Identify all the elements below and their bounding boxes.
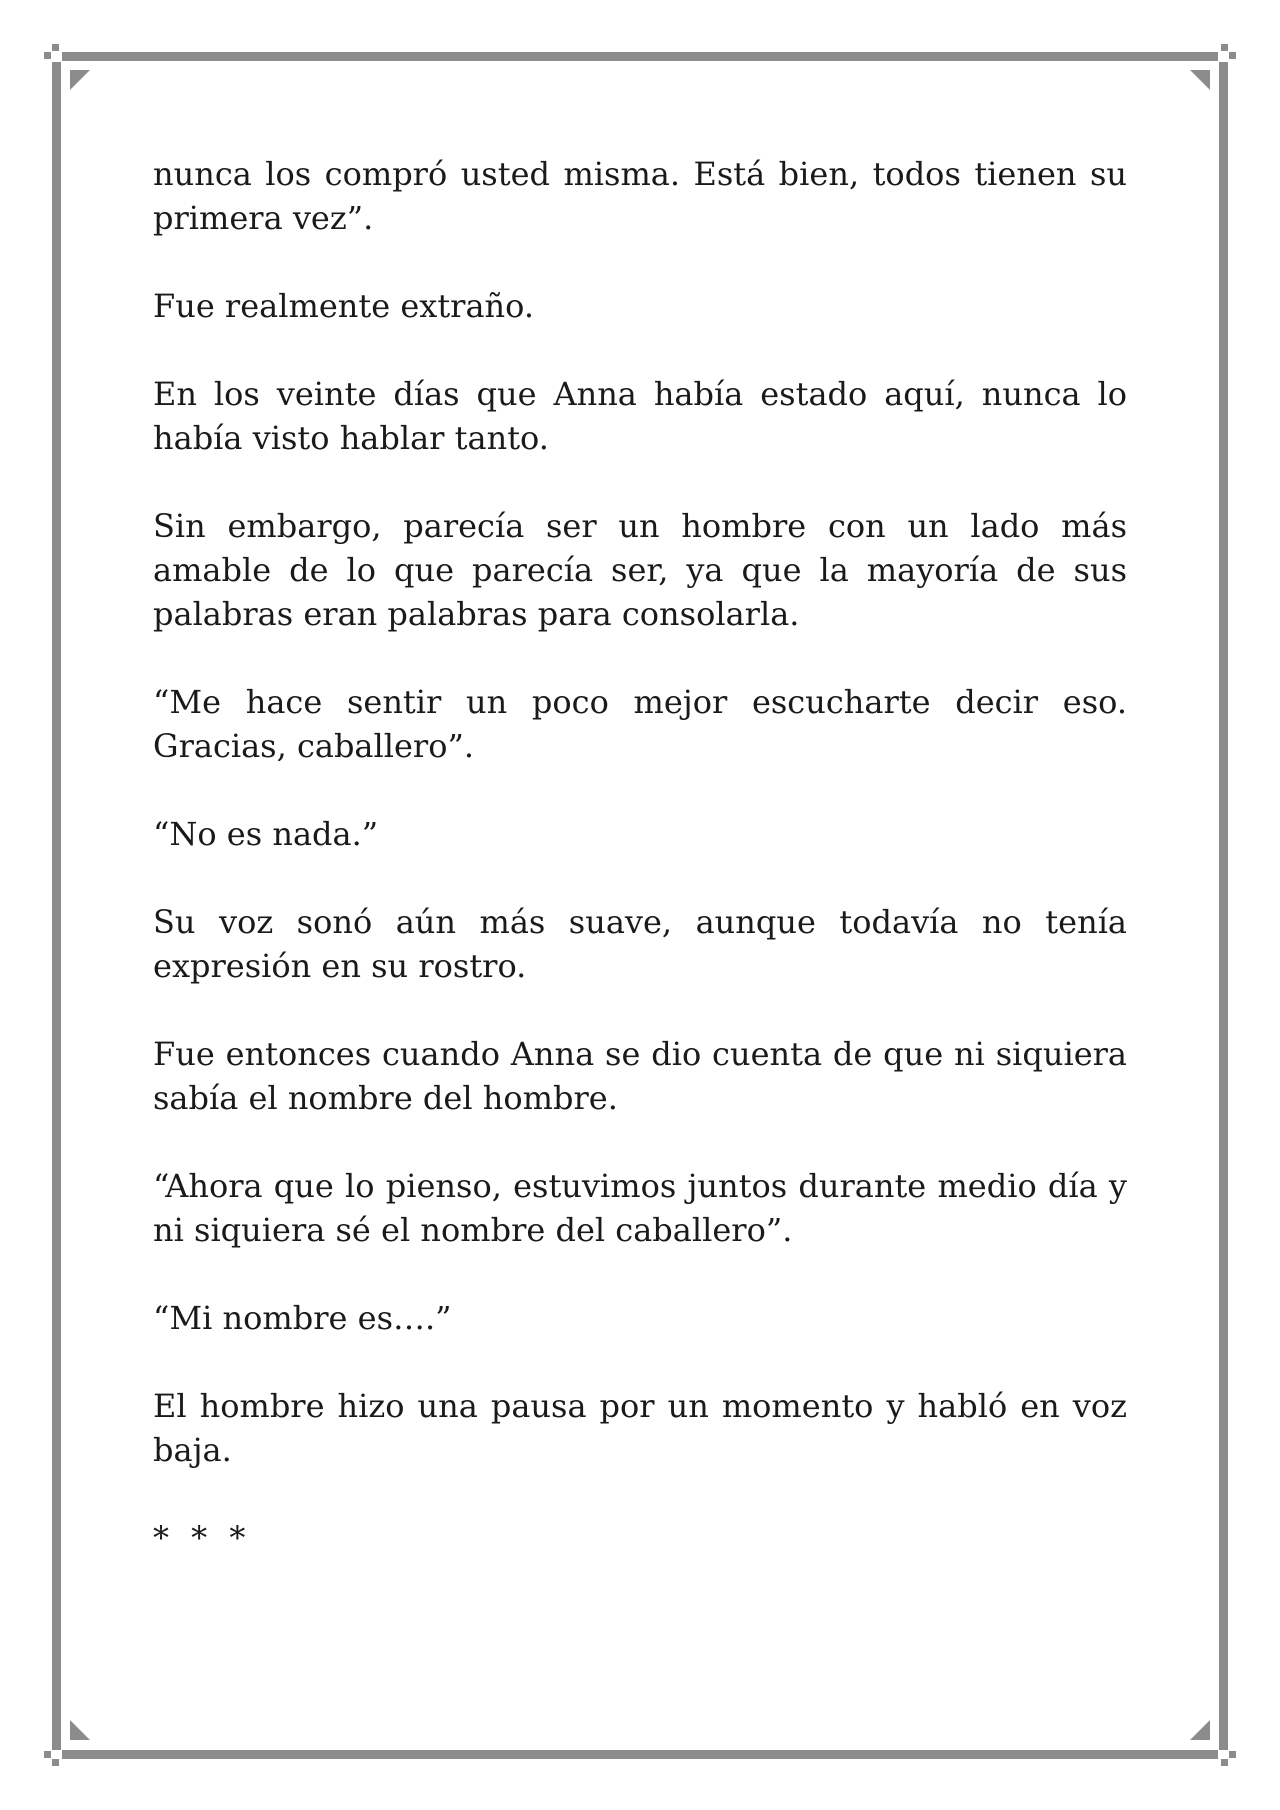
- frame-corner-ornament: [44, 52, 51, 59]
- paragraph: nunca los compró usted misma. Está bien, todos tienen su primera vez”.: [153, 155, 1127, 237]
- frame-corner-triangle: [1190, 1720, 1210, 1740]
- frame-corner-ornament: [44, 1751, 51, 1758]
- frame-corner-ornament: [1221, 1759, 1228, 1766]
- paragraph: Sin embargo, parecía ser un hombre con un lado más amable de lo que parecía ser, ya que la mayoría de sus palabras eran palabras para consolarla.: [153, 507, 1127, 633]
- paragraph: “Ahora que lo pienso, estuvimos juntos durante medio día y ni siquiera sé el nombre del caballero”.: [153, 1167, 1127, 1249]
- paragraph: “Me hace sentir un poco mejor escucharte decir eso. Gracias, caballero”.: [153, 683, 1127, 765]
- scene-break: * * *: [153, 1519, 252, 1557]
- paragraph: Fue entonces cuando Anna se dio cuenta de que ni siquiera sabía el nombre del hombre.: [153, 1035, 1127, 1117]
- frame-corner-ornament: [1229, 52, 1236, 59]
- frame-corner-ornament: [52, 44, 59, 51]
- frame-bottom-border: [62, 1750, 1218, 1759]
- frame-corner-ornament: [1229, 1751, 1236, 1758]
- paragraph: Su voz sonó aún más suave, aunque todavía no tenía expresión en su rostro.: [153, 903, 1127, 985]
- paragraph: Fue realmente extraño.: [153, 287, 535, 325]
- frame-corner-triangle: [70, 1720, 90, 1740]
- frame-corner-triangle: [70, 70, 90, 90]
- frame-corner-ornament: [52, 1759, 59, 1766]
- paragraph: “No es nada.”: [153, 815, 379, 853]
- frame-corner-triangle: [1190, 70, 1210, 90]
- page-body-text: [153, 152, 1127, 1604]
- frame-top-border: [62, 52, 1218, 61]
- paragraph: El hombre hizo una pausa por un momento y habló en voz baja.: [153, 1387, 1127, 1469]
- frame-corner-ornament: [1221, 44, 1228, 51]
- frame-left-border: [52, 62, 61, 1750]
- frame-right-border: [1219, 62, 1228, 1750]
- paragraph: En los veinte días que Anna había estado aquí, nunca lo había visto hablar tanto.: [153, 375, 1127, 457]
- paragraph: “Mi nombre es….”: [153, 1299, 452, 1337]
